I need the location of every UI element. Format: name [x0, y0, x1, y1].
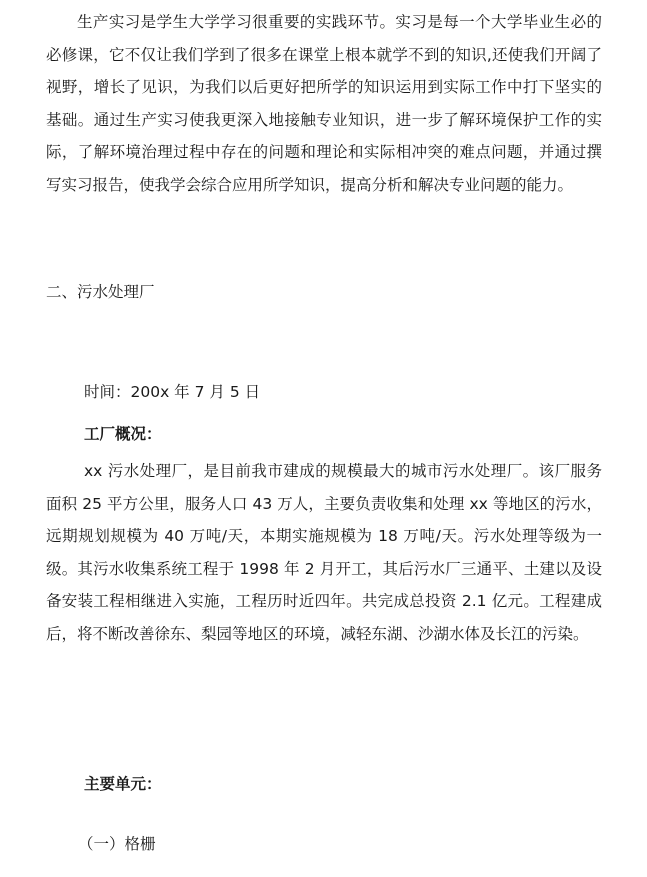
main-units-heading: 主要单元： [84, 775, 162, 793]
section-heading-wastewater-plant: 二、污水处理厂 [46, 283, 155, 301]
unit-grille-heading: （一）格栅 [78, 835, 156, 853]
factory-overview-paragraph: xx 污水处理厂，是目前我市建成的规模最大的城市污水处理厂。该厂服务面积 25 平方公里，服务人口 43 万人，主要负责收集和处理 xx 等地区的污水，远期规划规模为 40 万吨/天，本期实施规模为 18 万吨/天。污水处理等级为一级。其污水收集系统工程于 1998 年 2 月开工，其后污水厂三通平、土建以及设备安装工程相继进入实施，工程历时近四年。共完成总投资 2.1 亿元。工程建成后，将不断改善徐东、梨园等地区的环境，减轻东湖、沙湖水体及长江的污染。 [46, 462, 602, 643]
factory-overview-heading: 工厂概况： [84, 425, 162, 443]
visit-time: 时间：200x 年 7 月 5 日 [84, 383, 261, 401]
intro-paragraph: 生产实习是学生大学学习很重要的实践环节。实习是每一个大学毕业生必的必修课，它不仅让我们学到了很多在课堂上根本就学不到的知识,还使我们开阔了视野，增长了见识，为我们以后更好把所学的知识运用到实际工作中打下坚实的基础。通过生产实习使我更深入地接触专业知识，进一步了解环境保护工作的实际，了解环境治理过程中存在的问题和理论和实际相冲突的难点问题，并通过撰写实习报告，使我学会综合应用所学知识，提高分析和解决专业问题的能力。 [46, 13, 602, 194]
